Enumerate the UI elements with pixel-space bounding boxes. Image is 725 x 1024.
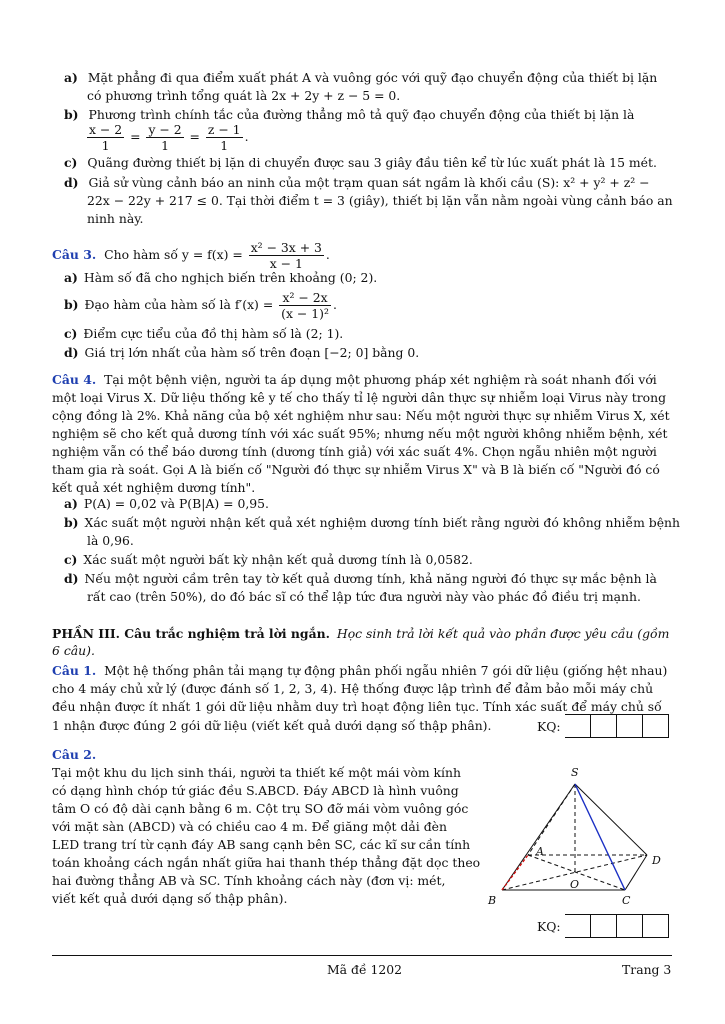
q2-item-d-line1: d) Giả sử vùng cảnh báo an ninh của một trạm quan sát ngầm là khối cầu (S): x² + y² + z² − [64, 175, 650, 190]
q4-item-d-line2: rất cao (trên 50%), do đó bác sĩ có thể lập tức đưa người này vào phác đồ điều trị mạnh. [87, 589, 641, 604]
question-label: Câu 3. [52, 247, 97, 262]
p3q1-line3: đều nhận được ít nhất 1 gói dữ liệu nhằm duy trì hoạt động liên tục. Tính xác suất để máy chủ số [52, 699, 662, 714]
q2-item-b-line1: b) Phương trình chính tắc của đường thẳng mô tả quỹ đạo chuyển động của thiết bị lặn là [64, 107, 635, 122]
p3q1-line4: 1 nhận được đúng 2 gói dữ liệu (viết kết quả dưới dạng số thập phân). [52, 718, 492, 733]
fraction: $\frac{\text{x² − 2x}}{\text{(x − 1)²}}$ [281, 290, 329, 321]
q2-item-a-line2: có phương trình tổng quát là 2x + 2y + z − 5 = 0. [87, 88, 401, 103]
part3-instruction-cont: 6 câu). [52, 643, 95, 658]
answer-cell[interactable] [643, 914, 669, 938]
answer-cell[interactable] [591, 914, 617, 938]
exam-code: Mã đề 1202 [327, 962, 403, 977]
vertex-C-label: C [622, 894, 631, 907]
p3q2-line3: tâm O có độ dài cạnh bằng 6 m. Cột trụ SO đỡ mái vòm vuông góc [52, 801, 469, 816]
p3q1-line1: Câu 1. Một hệ thống phân tải mạng tự động phân phối ngẫu nhiên 7 gói dữ liệu (giống hệt nhau) [52, 663, 668, 678]
fraction: $\frac{\text{x² − 3x + 3}}{x - 1}$ [250, 240, 322, 271]
answer-cell[interactable] [617, 714, 643, 738]
p3q2-line1: Tại một khu du lịch sinh thái, người ta thiết kế một mái vòm kính [52, 765, 461, 780]
q3-item-b: b) Đạo hàm của hàm số là f′(x) = $\frac{\text{x² − 2x}}{\text{(x − 1)²}}$ . [64, 290, 337, 321]
answer-cell[interactable] [565, 914, 591, 938]
vertex-A-label: A [536, 845, 544, 858]
q4-item-b-line2: là 0,96. [87, 533, 134, 548]
q4-item-c: c) Xác suất một người bất kỳ nhận kết quả dương tính là 0,0582. [64, 552, 473, 567]
q4-item-d-line1: d) Nếu một người cầm trên tay tờ kết quả dương tính, khả năng người đó thực sự mắc bệnh là [64, 571, 657, 586]
q3-item-a: a) Hàm số đã cho nghịch biến trên khoảng (0; 2). [64, 270, 378, 285]
part3-heading: PHẦN III. Câu trắc nghiệm trả lời ngắn. Học sinh trả lời kết quả vào phần được yêu cầu (gồm [52, 626, 670, 641]
p3q1-line2: cho 4 máy chủ xử lý (được đánh số 1, 2, 3, 4). Hệ thống được lập trình để đảm bảo mỗi máy chủ [52, 681, 654, 696]
q4-line4: nghiệm sẽ cho kết quả dương tính với xác suất 95%; nhưng nếu một người không nhiễm bệnh, xét [52, 426, 668, 441]
pyramid-figure [480, 760, 700, 910]
answer-cell[interactable] [565, 714, 591, 738]
q3-item-d: d) Giá trị lớn nhất của hàm số trên đoạn [−2; 0] bằng 0. [64, 345, 420, 360]
answer-box-q1[interactable]: KQ: [537, 714, 669, 738]
q2-item-a-line1: a) Mặt phẳng đi qua điểm xuất phát A và vuông góc với quỹ đạo chuyển động của thiết bị lặn [64, 70, 658, 85]
answer-cell[interactable] [643, 714, 669, 738]
edge-SD [575, 784, 647, 855]
p3q2-line6: toán khoảng cách ngắn nhất giữa hai thanh thép thẳng đặt dọc theo [52, 855, 481, 870]
q4-line7: kết quả xét nghiệm dương tính". [52, 480, 256, 495]
vertex-S-label: S [571, 766, 579, 779]
q4-item-a: a) P(A) = 0,02 và P(B|A) = 0,95. [64, 496, 269, 511]
q4-line3: cộng đồng là 2%. Khả năng của bộ xét nghiệm như sau: Nếu một người thực sự nhiễm Virus X, xét [52, 408, 670, 423]
page-number: Trang 3 [622, 962, 672, 977]
q2-item-b-equation: $\frac{x - 2}{1}$ = $\frac{y - 2}{1}$ = $\frac{z - 1}{1}$ . [89, 122, 249, 153]
q4-line2: một loại Virus X. Dữ liệu thống kê y tế cho thấy tỉ lệ người dân thực sự nhiễm loại Virus này trong [52, 390, 667, 405]
footer-divider [52, 955, 672, 956]
q3-heading: Câu 3. Cho hàm số y = f(x) = $\frac{\text{x² − 3x + 3}}{x - 1}$ . [52, 240, 330, 271]
edge-SC [575, 784, 625, 890]
question-label: Câu 1. [52, 663, 97, 678]
answer-cell[interactable] [591, 714, 617, 738]
vertex-B-label: B [488, 894, 497, 907]
p3q2-line7: hai đường thẳng AB và SC. Tính khoảng cách này (đơn vị: mét, [52, 873, 446, 888]
q4-line1: Câu 4. Tại một bệnh viện, người ta áp dụng một phương pháp xét nghiệm rà soát nhanh đối với [52, 372, 657, 387]
answer-cell[interactable] [617, 914, 643, 938]
vertex-O-label: O [570, 878, 580, 891]
p3q2-line4: với mặt sàn (ABCD) và có chiều cao 4 m. Để giăng một dải đèn [52, 819, 447, 834]
q2-item-d-line3: ninh này. [87, 211, 144, 226]
question-label: Câu 2. [52, 747, 97, 762]
question-label: Câu 4. [52, 372, 97, 387]
p3q2-line5: LED trang trí từ cạnh đáy AB sang cạnh bên SC, các kĩ sư cần tính [52, 837, 471, 852]
edge-SB [502, 784, 575, 890]
edge-CD [625, 855, 647, 890]
fraction: $\frac{z - 1}{1}$ [207, 122, 241, 153]
p3q2-line8: viết kết quả dưới dạng số thập phân). [52, 891, 288, 906]
q2-item-d-line2: 22x − 22y + 217 ≤ 0. Tại thời điểm t = 3 (giây), thiết bị lặn vẫn nằm ngoài vùng cảnh báo an [87, 193, 673, 208]
fraction: $\frac{x - 2}{1}$ [89, 122, 123, 153]
q4-line6: tham gia rà soát. Gọi A là biến cố "Người đó thực sự nhiễm Virus X" và B là biến cố "Người đó có [52, 462, 660, 477]
q3-item-c: c) Điểm cực tiểu của đồ thị hàm số là (2; 1). [64, 326, 344, 341]
p3q2-line2: có dạng hình chóp tứ giác đều S.ABCD. Đáy ABCD là hình vuông [52, 783, 459, 798]
fraction: $\frac{y - 2}{1}$ [148, 122, 182, 153]
item-label: a) [64, 70, 78, 85]
q2-item-c: c) Quãng đường thiết bị lặn di chuyển được sau 3 giây đầu tiên kể từ lúc xuất phát là 15 mét. [64, 155, 657, 170]
vertex-D-label: D [652, 854, 661, 867]
answer-box-q2[interactable]: KQ: [537, 914, 669, 938]
p3q2-label [52, 747, 96, 763]
q4-line5: nghiệm vẫn có thể báo dương tính (dương tính giả) với xác suất 4%. Chọn ngẫu nhiên một người [52, 444, 657, 459]
q4-item-b-line1: b) Xác suất một người nhận kết quả xét nghiệm dương tính biết rằng người đó không nhiễm bệnh [64, 515, 681, 530]
